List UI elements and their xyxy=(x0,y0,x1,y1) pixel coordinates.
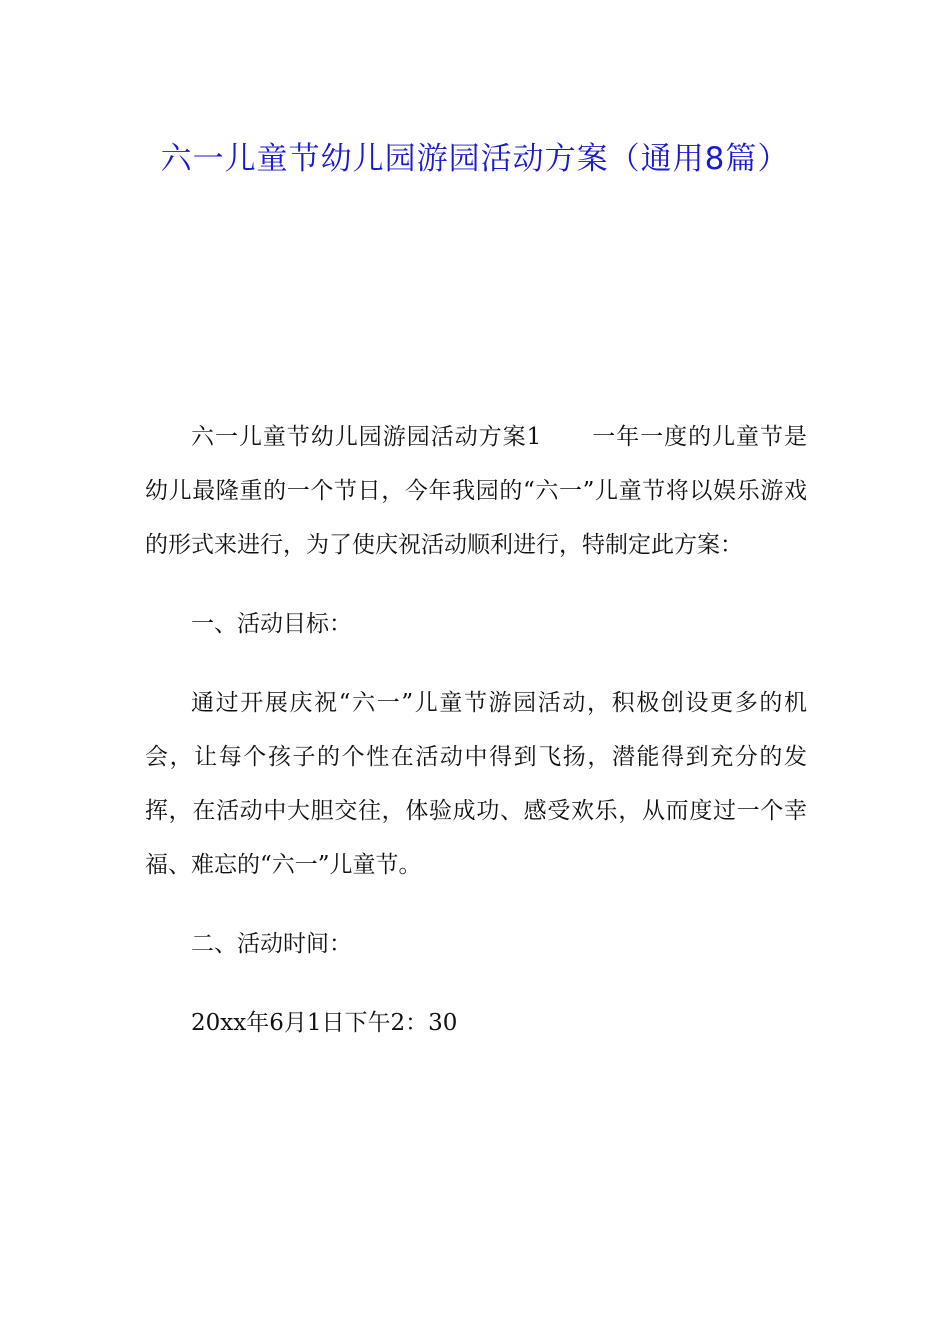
paragraph-intro xyxy=(145,410,807,572)
paragraph-goal-heading: 一、活动目标： xyxy=(191,611,352,637)
paragraph-time-value: 20xx年6月1日下午2：30 xyxy=(191,1010,458,1036)
document-body xyxy=(145,410,807,1075)
section-heading-plan-1: 六一儿童节幼儿园游园活动方案1 xyxy=(191,424,542,450)
document-title: 六一儿童节幼儿园游园活动方案（通用8篇） xyxy=(160,141,790,177)
paragraph-goal-text: 通过开展庆祝“六一”儿童节游园活动，积极创设更多的机会，让每个孩子的个性在活动中得到飞扬，潜能得到充分的发挥，在活动中大胆交往，体验成功、感受欢乐，从而度过一个幸福、难忘的“六一”儿童节。 xyxy=(145,690,807,878)
intro-text: 一年一度的儿童节是幼儿最隆重的一个节日，今年我园的“六一”儿童节将以娱乐游戏的形式来进行，为了使庆祝活动顺利进行，特制定此方案： xyxy=(145,424,807,558)
paragraph-time-heading: 二、活动时间： xyxy=(191,931,352,957)
